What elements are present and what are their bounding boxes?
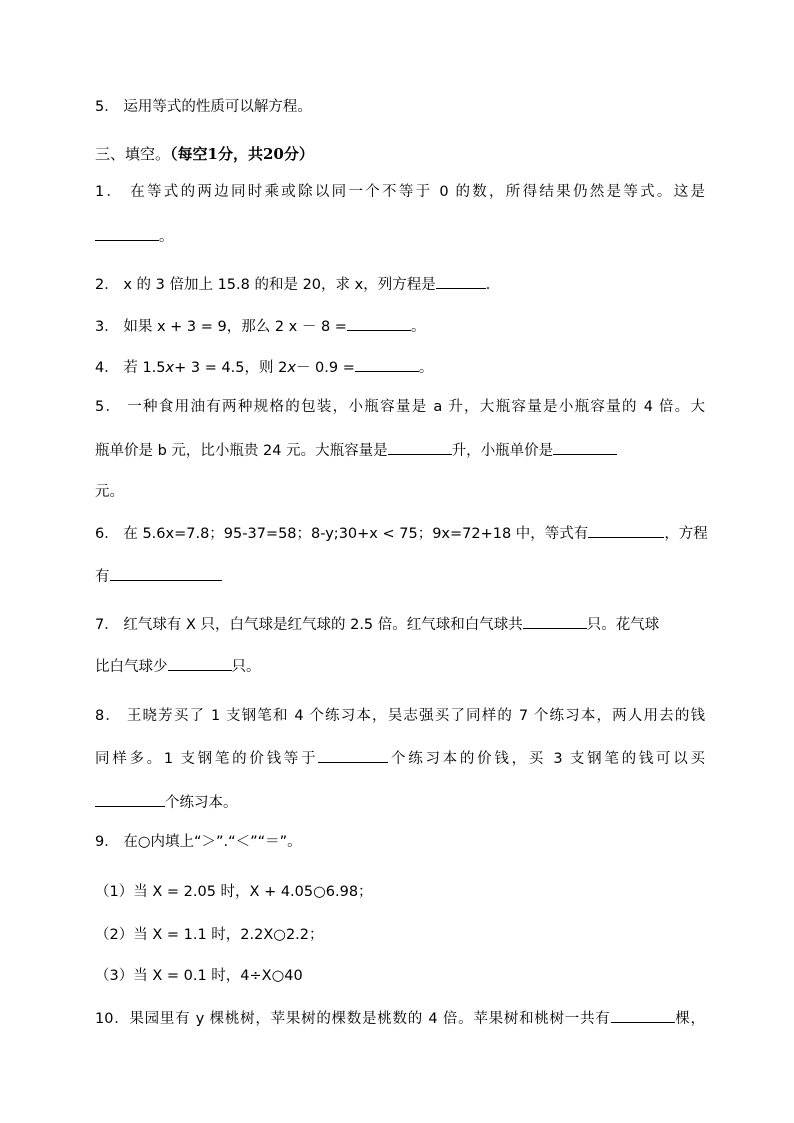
answer-blank[interactable]: [436, 274, 486, 289]
variable-x: x: [287, 360, 296, 376]
fill-item-10: [95, 1008, 705, 1029]
fill-item-7-end: 只。: [231, 659, 261, 675]
fill-item-2-text: 2． x 的 3 倍加上 15.8 的和是 20，求 x，列方程是: [95, 277, 436, 293]
fill-item-4: [95, 357, 705, 378]
fill-item-8-text-b: 同样多。1 支钢笔的价钱等于: [95, 751, 319, 767]
fill-item-3-text: 3． 如果 x + 3 = 9，那么 2 x － 8 =: [95, 319, 347, 335]
answer-blank[interactable]: [95, 226, 159, 241]
fill-item-5-line-2: [95, 440, 705, 461]
answer-blank[interactable]: [168, 656, 232, 671]
fill-item-7-line-1: [95, 614, 705, 635]
judge-item-5-text: 5． 运用等式的性质可以解方程。: [95, 99, 312, 115]
fill-item-9-sub-2: [95, 925, 705, 945]
fill-item-6-text-b: ，方程: [664, 526, 708, 542]
fill-item-6-text-c: 有: [95, 569, 110, 585]
section-score-note: （每空1分，共20分）: [170, 145, 314, 163]
fill-item-6-line-2: [95, 566, 705, 587]
fill-item-8-text: 8． 王晓芳买了 1 支钢笔和 4 个练习本，吴志强买了同样的 7 个练习本，两人用去的钱: [95, 708, 705, 724]
fill-item-9-sub-1: [95, 882, 705, 902]
fill-item-1-text: 1． 在等式的两边同时乘或除以同一个不等于 0 的数，所得结果仍然是等式。这是: [95, 184, 705, 200]
fill-item-9-sub-1-text: （1）当 X = 2.05 时，X + 4.05○6.98；: [95, 884, 373, 900]
fill-item-3: [95, 316, 705, 337]
fill-item-8-end: 个练习本。: [165, 795, 238, 811]
fill-item-5-line-1: [95, 397, 705, 417]
fill-item-4-text-c: － 0.9 =: [295, 360, 355, 376]
fill-item-6-line-1: [95, 523, 708, 544]
answer-blank[interactable]: [110, 566, 222, 581]
fill-item-2-end: ．: [485, 277, 501, 293]
fill-item-6-text: 6． 在 5.6x=7.8；95-37=58；8-y;30+x < 75；9x=72+18 中，等式有: [95, 526, 589, 542]
fill-item-2: [95, 274, 705, 295]
fill-item-9-sub-3-text: （3）当 X = 0.1 时，4÷X○40: [95, 968, 303, 984]
fill-item-9-sub-2-text: （2）当 X = 1.1 时，2.2X○2.2；: [95, 927, 324, 943]
fill-item-7-text: 7． 红气球有 X 只，白气球是红气球的 2.5 倍。红气球和白气球共: [95, 617, 523, 633]
answer-blank[interactable]: [611, 1008, 675, 1023]
fill-item-5-text-c: 升，小瓶单价是: [451, 443, 554, 459]
fill-item-5-text-b: 瓶单价是 b 元，比小瓶贵 24 元。大瓶容量是: [95, 443, 388, 459]
answer-blank[interactable]: [553, 440, 617, 455]
fill-item-4-text-a: 4． 若 1.5: [95, 360, 166, 376]
fill-item-5-text: 5． 一种食用油有两种规格的包装，小瓶容量是 a 升，大瓶容量是小瓶容量的 4 倍。大: [95, 399, 705, 415]
answer-blank[interactable]: [588, 523, 664, 538]
fill-item-8-line-3: [95, 792, 705, 813]
fill-item-9: [95, 832, 705, 852]
fill-item-3-end: 。: [410, 319, 426, 335]
answer-blank[interactable]: [523, 614, 587, 629]
fill-item-1-end: 。: [159, 229, 174, 245]
answer-blank[interactable]: [388, 440, 452, 455]
fill-item-4-end: 。: [418, 360, 434, 376]
fill-item-8-line-2: [95, 748, 705, 769]
answer-blank[interactable]: [318, 748, 388, 763]
answer-blank[interactable]: [355, 357, 419, 372]
fill-item-9-text: 9． 在○内填上“＞”.“＜”“＝”。: [95, 834, 302, 850]
section-title: 三、填空。: [95, 145, 171, 163]
fill-item-1-line-2: [95, 226, 705, 247]
variable-x: x: [165, 360, 175, 376]
answer-blank[interactable]: [95, 792, 165, 807]
fill-item-7-text-b: 只。花气球: [586, 617, 660, 633]
fill-item-8-line-1: [95, 706, 705, 726]
answer-blank[interactable]: [347, 316, 411, 331]
section-heading: [95, 144, 705, 164]
fill-item-9-sub-3: [95, 966, 705, 986]
fill-item-8-text-c: 个练习本的价钱，买 3 支钢笔的钱可以买: [388, 751, 705, 767]
fill-item-1-line-1: [95, 182, 705, 202]
fill-item-5-line-3: [95, 482, 705, 502]
fill-item-10-text-b: 棵，: [674, 1011, 705, 1027]
judge-item-5: [95, 97, 705, 117]
fill-item-5-end: 元。: [95, 484, 124, 500]
fill-item-10-text: 10．果园里有 y 棵桃树，苹果树的棵数是桃数的 4 倍。苹果树和桃树一共有: [95, 1011, 611, 1027]
fill-item-4-text-b: + 3 = 4.5，则 2: [174, 360, 288, 376]
fill-item-7-text-c: 比白气球少: [95, 659, 168, 675]
fill-item-7-line-2: [95, 656, 705, 677]
